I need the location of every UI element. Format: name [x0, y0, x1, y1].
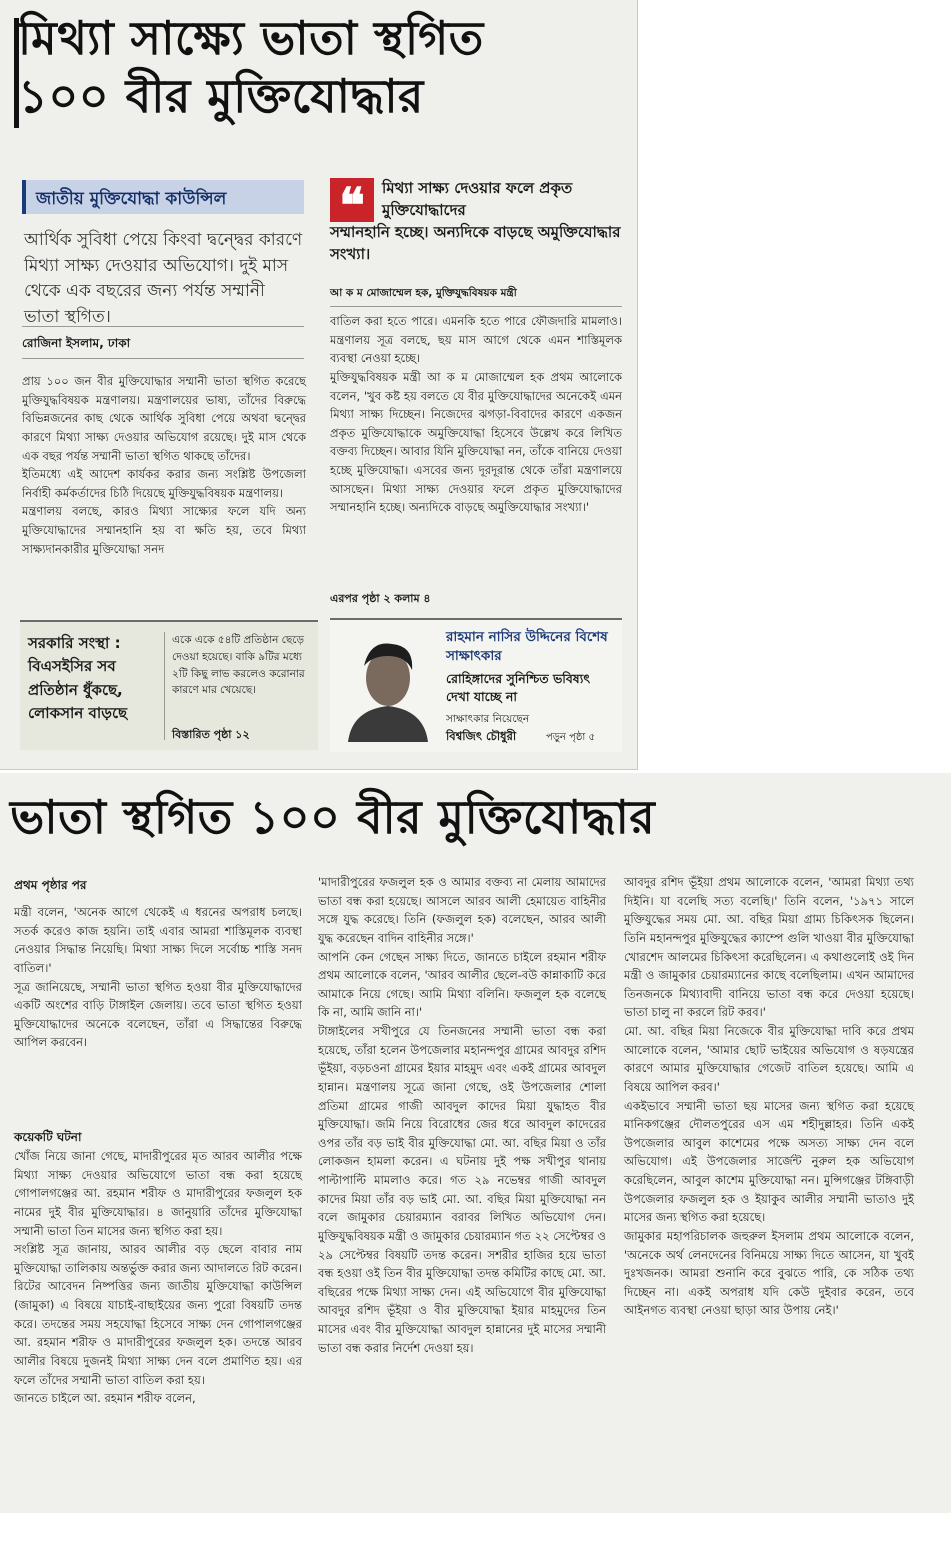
teaser-page-link[interactable]: বিস্তারিত পৃষ্ঠা ১২ [172, 728, 250, 741]
interviewer-name: বিশ্বজিৎ চৌধুরী [446, 729, 517, 743]
divider [164, 632, 165, 740]
continuation-headline: ভাতা স্থগিত ১০০ বীর মুক্তিযোদ্ধার [10, 790, 656, 844]
quote-icon: ❝ [330, 178, 374, 222]
divider [22, 326, 304, 327]
deck-text: আর্থিক সুবিধা পেয়ে কিংবা দ্বন্দ্বের কারণে মিথ্যা সাক্ষ্য দেওয়ার অভিযোগ। দুই মাস থেকে এক বছরের জন্য পর্যন্ত সম্মানী ভাতা স্থগিত। [24, 230, 303, 327]
section-subhead: কয়েকটি ঘটনা [14, 1130, 82, 1144]
interview-title: রাহমান নাসির উদ্দিনের বিশেষ সাক্ষাৎকার [446, 629, 608, 664]
teaser-box-bsec[interactable] [20, 620, 318, 750]
column-1-part-1: মন্ত্রী বলেন, 'অনেক আগে থেকেই এ ধরনের অপরাধ চলছে। সতর্ক করেও কাজ হয়নি। তাই এবার আমরা শাস্তিমূলক ব্যবস্থা নেওয়ার সিদ্ধান্ত নিয়েছি। মিথ্যা সাক্ষ্য দিলে সর্বোচ্চ শাস্তি সনদ বাতিল।' সূত্র জানিয়েছে, সম্মানী ভাতা স্থগিত হওয়া বীর মুক্তিযোদ্ধাদের একটি অংশের বাড়ি টাঙ্গাইল জেলায়। তবে ভাতা স্থগিত হওয়া মুক্তিযোদ্ধাদের অনেকে বলেছেন, তাঁরা এ সিদ্ধান্তের বিরুদ্ধে আপিল করবেন। [14, 905, 302, 1050]
pull-quote-tail: সম্মানহানি হচ্ছে। অন্যদিকে বাড়ছে অমুক্তিযোদ্ধার সংখ্যা। [330, 223, 621, 263]
byline: রোজিনা ইসলাম, ঢাকা [22, 336, 131, 350]
continued-label: এরপর পৃষ্ঠা ২ কলাম ৪ [330, 592, 431, 605]
interview-subtitle: রোহিঙ্গাদের সুনিশ্চিত ভবিষ্যৎ দেখা যাচ্ছে না [446, 671, 591, 705]
topic-tag [22, 180, 304, 214]
article-body-right: বাতিল করা হতে পারে। এমনকি হতে পারে ফৌজদারি মামলাও। মন্ত্রণালয় সূত্র বলছে, ছয় মাস আগে থেকে এমন শাস্তিমূলক ব্যবস্থা নেওয়া হচ্ছে। মুক্তিযুদ্ধবিষয়ক মন্ত্রী আ ক ম মোজাম্মেল হক প্রথম আলোকে বলেন, 'খুব কষ্ট হয় বলতে যে বীর মুক্তিযোদ্ধাদের অনেকেই এমন মিথ্যা সাক্ষ্য দিচ্ছেন। নিজেদের ঝগড়া-বিবাদের কারণে একজন প্রকৃত মুক্তিযোদ্ধাকে অমুক্তিযোদ্ধা হিসেবে উল্লেখ করে লিখিত বক্তব্য দিচ্ছেন। আবার যিনি মুক্তিযোদ্ধা নন, তাঁকে বানিয়ে দেওয়া হচ্ছে মুক্তিযোদ্ধা। এসবের জন্য দূরদূরান্ত থেকে তাঁরা মন্ত্রণালয়ে আসছেন। মিথ্যা সাক্ষ্য দেওয়ার ফলে প্রকৃত মুক্তিযোদ্ধাদের সম্মানহানি হচ্ছে। অন্যদিকে বাড়ছে অমুক্তিযোদ্ধার সংখ্যা।' [330, 314, 622, 515]
column-1-part-2: খোঁজ নিয়ে জানা গেছে, মাদারীপুরের মৃত আরব আলীর পক্ষে মিথ্যা সাক্ষ্য দেওয়ার অভিযোগে ভাতা বন্ধ করা হয়েছে গোপালগঞ্জের আ. রহমান শরীফ ও মাদারীপুরের ফজলুল হক নামের দুই বীর মুক্তিযোদ্ধার। ৪ জানুয়ারি তাঁদের মুক্তিযোদ্ধা সম্মানী ভাতা তিন মাসের জন্য স্থগিত করা হয়। সংশ্লিষ্ট সূত্র জানায়, আরব আলীর বড় ছেলে বাবার নাম মুক্তিযোদ্ধা তালিকায় অন্তর্ভুক্ত করার জন্য আদালতে রিট করেন। রিটের আবেদন নিষ্পত্তির জন্য জাতীয় মুক্তিযোদ্ধা কাউন্সিল (জামুকা) এ বিষয়ে যাচাই-বাছাইয়ের জন্য পুরো বিষয়টি তদন্ত করে। তদন্তের সময় সহযোদ্ধা হিসেবে সাক্ষ্য দেন গোপালগঞ্জের আ. রহমান শরীফ ও মাদারীপুরের ফজলুল হক। তদন্তে আরব আলীর বিষয়ে দুজনই মিথ্যা সাক্ষ্য দেন বলে প্রমাণিত হয়। এর ফলে তাঁদের সম্মানী ভাতা বাতিল করা হয়। জানতে চাইলে আ. রহমান শরীফ বলেন, [14, 1149, 302, 1406]
headline-line-1: মিথ্যা সাক্ষ্যে ভাতা স্থগিত [18, 11, 484, 65]
headline-line-2: ১০০ বীর মুক্তিযোদ্ধার [18, 69, 424, 123]
topic-tag-label: জাতীয় মুক্তিযোদ্ধা কাউন্সিল [36, 189, 227, 209]
portrait-image [340, 630, 436, 742]
column-3: আবদুর রশিদ ভূঁইয়া প্রথম আলোকে বলেন, 'আমরা মিথ্যা তথ্য দিইনি। যা বলেছি সত্য বলেছি।' তিনি বলেন, '১৯৭১ সালে মুক্তিযুদ্ধের সময় মো. আ. বছির মিয়া গ্রাম্য চিকিৎসক ছিলেন। তিনি মহানন্দপুর মুক্তিযুদ্ধের ক্যাম্পে গুলি খাওয়া বীর মুক্তিযোদ্ধা খোরশেদ আলমের চিকিৎসা করেছিলেন। এ কথাগুলোই ওই দিন মন্ত্রী ও জামুকার চেয়ারম্যানের কাছে বলেছিলাম। এখন আমাদের তিনজনকে মিথ্যাবাদী বানিয়ে ভাতা বন্ধ করে দেওয়া হয়েছে। ভাতা চালু না করলে রিট করব।' মো. আ. বছির মিয়া নিজেকে বীর মুক্তিযোদ্ধা দাবি করে প্রথম আলোকে বলেন, 'আমার ছোট ভাইয়ের অভিযোগ ও ষড়যন্ত্রের কারণে আমার মুক্তিযোদ্ধার গেজেট বাতিল হয়েছে। আমি এ বিষয়ে আপিল করব।' একইভাবে সম্মানী ভাতা ছয় মাসের জন্য স্থগিত করা হয়েছে মানিকগঞ্জের দৌলতপুরের এস এম শহীদুল্লাহর। তিনি একই উপজেলার আবুল কাশেমের পক্ষে অসত্য সাক্ষ্য দেন বলে অভিযোগ। এই উপজেলার সার্জেন্ট নুরুল হক অভিযোগ করেছিলেন, আবুল কাশেম মুক্তিযোদ্ধা নন। মুন্সিগঞ্জের টঙ্গিবাড়ী উপজেলার ফজলুল হক ও ইয়াকুব আলীর সম্মানী ভাতাও দুই মাসের জন্য স্থগিত করা হয়েছে। জামুকার মহাপরিচালক জহুরুল ইসলাম প্রথম আলোকে বলেন, 'অনেকে অর্থ লেনদেনের বিনিময়ে সাক্ষ্য দিতে আসেন, যা খুবই দুঃখজনক। আমরা শুনানি করে বুঝতে পারি, কে সঠিক তথ্য দিচ্ছেন না। একই অপরাধ যদি কেউ দুইবার করেন, তবে আইনগত ব্যবস্থা নেওয়া ছাড়া আর উপায় নেই।' [624, 875, 914, 1318]
interviewer-label: সাক্ষাৎকার নিয়েছেন [446, 713, 530, 725]
continuation-clipping [0, 773, 951, 1513]
from-page-label: প্রথম পৃষ্ঠার পর [14, 878, 87, 892]
front-page-clipping [0, 0, 638, 770]
article-body-left: প্রায় ১০০ জন বীর মুক্তিযোদ্ধার সম্মানী ভাতা স্থগিত করেছে মুক্তিযুদ্ধবিষয়ক মন্ত্রণালয়। মন্ত্রণালয়ের ভাষ্য, তাঁদের বিরুদ্ধে বিভিন্নজনের কাছ থেকে আর্থিক সুবিধা পেয়ে অথবা দ্বন্দ্বের কারণে মিথ্যা সাক্ষ্য দেওয়ার অভিযোগ রয়েছে। দুই মাস থেকে এক বছর পর্যন্ত সম্মানী ভাতা স্থগিত থাকছে তাঁদের। ইতিমধ্যে এই আদেশ কার্যকর করার জন্য সংশ্লিষ্ট উপজেলা নির্বাহী কর্মকর্তাদের চিঠি দিয়েছে মুক্তিযুদ্ধবিষয়ক মন্ত্রণালয়। মন্ত্রণালয় বলছে, কারও মিথ্যা সাক্ষ্যের ফলে যদি অন্য মুক্তিযোদ্ধাদের সম্মানহানি হয় বা ক্ষতি হয়, তবে মিথ্যা সাক্ষ্যদানকারীর মুক্তিযোদ্ধা সনদ [22, 374, 306, 556]
column-2: 'মাদারীপুরের ফজলুল হক ও আমার বক্তব্য না মেলায় আমাদের ভাতা বন্ধ করা হয়েছে। আসলে আরব আলী হেমায়েত বাহিনীর সঙ্গে যুদ্ধ করেছে। তিনি (ফজলুল হক) বলেছেন, আরব আলী যুদ্ধ করেছেন বাদিন বাহিনীর সঙ্গে।' আপনি কেন গেছেন সাক্ষ্য দিতে, জানতে চাইলে রহমান শরীফ প্রথম আলোকে বলেন, 'আরব আলীর ছেলে-বউ কান্নাকাটি করে আমাকে নিয়ে গেছে। আমি মিথ্যা বলিনি। ফজলুল হক বলেছে কি না, আমি জানি না।' টাঙ্গাইলের সখীপুরে যে তিনজনের সম্মানী ভাতা বন্ধ করা হয়েছে, তাঁরা হলেন উপজেলার মহানন্দপুর গ্রামের আবদুর রশিদ ভূঁইয়া, বড়চওনা গ্রামের ইয়ার মাহমুদ এবং একই গ্রামের আবদুল হান্নান। মন্ত্রণালয় সূত্রে জানা গেছে, ওই উপজেলার শোলা প্রতিমা গ্রামের গাজী আবদুল কাদের মিয়া যুদ্ধাহত বীর মুক্তিযোদ্ধা। জমি নিয়ে বিরোধের জের ধরে আবদুল কাদেরের ওপর তাঁর বড় ভাই বীর মুক্তিযোদ্ধা মো. আ. বছির মিয়া ও তাঁর লোকজন হামলা করেন। এ ঘটনায় দুই পক্ষ সখীপুর থানায় পাল্টাপাল্টি মামলাও করে। গত ২৯ নভেম্বর গাজী আবদুল কাদের মিয়া তাঁর বড় ভাই মো. আ. বছির মিয়া মুক্তিযোদ্ধা নন বলে জামুকার চেয়ারম্যান বরাবর লিখিত অভিযোগ দেন। মুক্তিযুদ্ধবিষয়ক মন্ত্রী ও জামুকার চেয়ারম্যান গত ২২ সেপ্টেম্বর ও ২৯ সেপ্টেম্বর বিষয়টি তদন্ত করেন। সশরীর হাজির হয়ে ভাতা বন্ধ হওয়া ওই তিন বীর মুক্তিযোদ্ধা তদন্ত কমিটির কাছে মো. আ. বছিরের পক্ষে মিথ্যা সাক্ষ্য দেন। এই অভিযোগে বীর মুক্তিযোদ্ধা আবদুর রশিদ ভূঁইয়া ও বীর মুক্তিযোদ্ধা ইয়ার মাহমুদের তিন মাসের এবং বীর মুক্তিযোদ্ধা আবদুল হান্নানের দুই মাসের সম্মানী ভাতা বন্ধ করার নির্দেশ দেওয়া হয়। [318, 875, 606, 1355]
teaser-box-interview[interactable] [330, 618, 622, 752]
pull-quote-head: মিথ্যা সাক্ষ্য দেওয়ার ফলে প্রকৃত মুক্তিযোদ্ধাদের [382, 179, 573, 219]
teaser-text: একে একে ৫৪টি প্রতিষ্ঠান ছেড়ে দেওয়া হয়েছে। বাকি ৯টির মধ্যে ২টি কিছু লাভ করলেও করোনার কারণে মার খেয়েছে। [172, 634, 305, 697]
divider [330, 306, 622, 307]
divider [22, 358, 304, 359]
pull-quote-attribution: আ ক ম মোজাম্মেল হক, মুক্তিযুদ্ধবিষয়ক মন্ত্রী [330, 287, 517, 299]
teaser-title: সরকারি সংস্থা : বিএসইসির সব প্রতিষ্ঠান ধুঁকছে, লোকসান বাড়ছে [28, 634, 128, 722]
interview-page-link[interactable]: পড়ুন পৃষ্ঠা ৫ [546, 732, 595, 743]
